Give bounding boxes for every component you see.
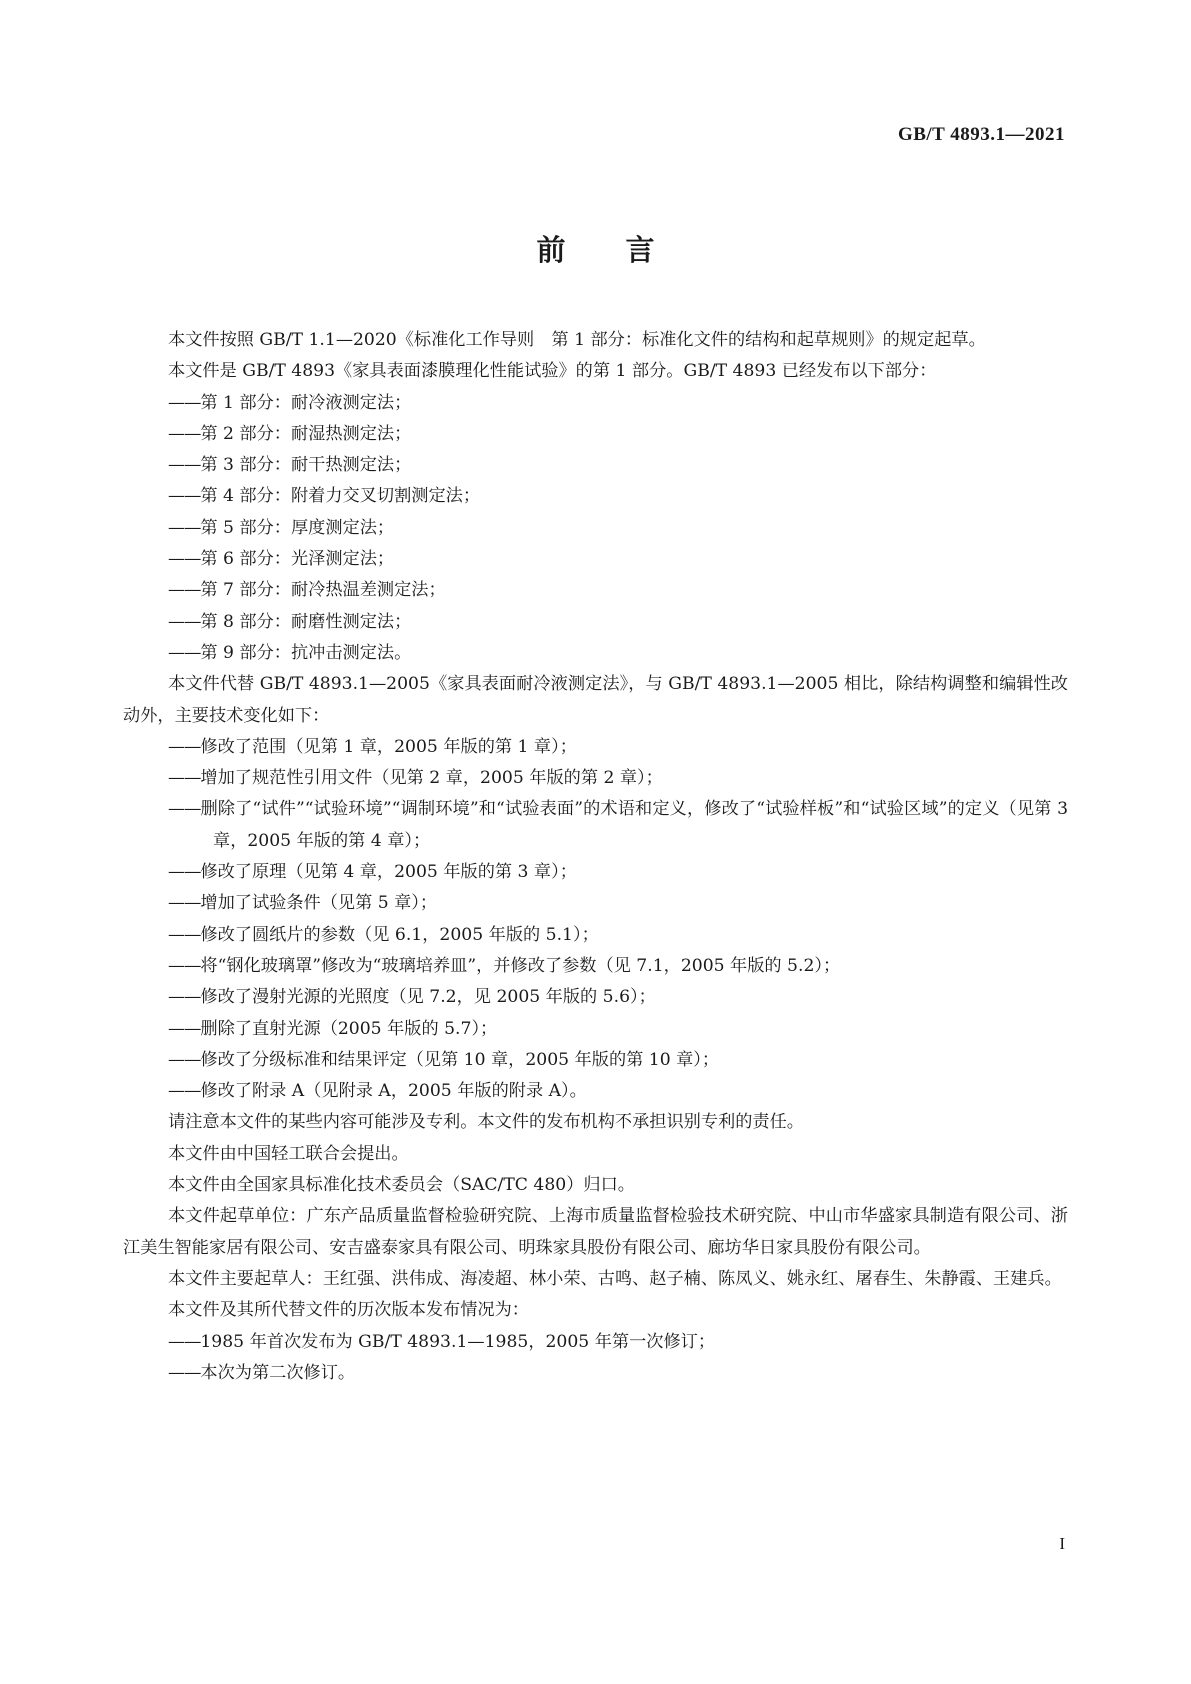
dash-marker: —— [168, 768, 201, 789]
dash-marker: —— [168, 611, 201, 632]
dash-marker: —— [168, 955, 201, 976]
dash-marker: —— [168, 893, 201, 914]
list-item-change: ——删除了直射光源（2005 年版的 5.7）； [168, 1018, 498, 1039]
list-item-part: ——第 1 部分：耐冷液测定法； [168, 392, 412, 413]
list-item-part: ——第 2 部分：耐湿热测定法； [168, 423, 412, 444]
list-item-part: ——第 5 部分：厚度测定法； [168, 517, 395, 538]
dash-marker: —— [168, 517, 201, 538]
paragraph-series-intro: 本文件是 GB/T 4893《家具表面漆膜理化性能试验》的第 1 部分。GB/T 4893 已经发布以下部分： [168, 361, 937, 382]
dash-marker: —— [168, 455, 201, 476]
dash-marker: —— [168, 987, 201, 1008]
dash-marker: —— [168, 1331, 201, 1352]
list-item-change: ——修改了圆纸片的参数（见 6.1，2005 年版的 5.1）； [168, 924, 599, 945]
page-title: 前言 [536, 233, 715, 267]
foreword-body [123, 325, 1068, 1389]
paragraph-history-intro: 本文件及其所代替文件的历次版本发布情况为： [168, 1300, 529, 1321]
list-item-history: ——本次为第二次修订。 [168, 1362, 356, 1383]
list-item-part: ——第 3 部分：耐干热测定法； [168, 455, 412, 476]
dash-marker: —— [168, 423, 201, 444]
list-item-change: ——修改了漫射光源的光照度（见 7.2，见 2005 年版的 5.6）； [168, 987, 656, 1008]
paragraph-proposed-by: 本文件由中国轻工联合会提出。 [168, 1143, 409, 1164]
paragraph-drafting-units: 本文件起草单位：广东产品质量监督检验研究院、上海市质量监督检验技术研究院、中山市华盛家具制造有限公司、浙江美生智能家居有限公司、安吉盛泰家具有限公司、明珠家具股份有限公司、廊坊华日家具股份有限公司。 [123, 1206, 1068, 1258]
dash-marker: —— [168, 1018, 201, 1039]
dash-marker: —— [168, 736, 201, 757]
list-item-change: ——修改了范围（见第 1 章，2005 年版的第 1 章）； [168, 736, 577, 757]
list-item-part: ——第 4 部分：附着力交叉切割测定法； [168, 486, 481, 507]
list-item-change: ——删除了“试件”“试验环境”“调制环境”和“试验表面”的术语和定义，修改了“试验样板”和“试验区域”的定义（见第 3 章，2005 年版的第 4 章）； [168, 799, 1068, 851]
list-item-history: ——1985 年首次发布为 GB/T 4893.1—1985，2005 年第一次修订； [168, 1331, 716, 1352]
paragraph-replaces: 本文件代替 GB/T 4893.1—2005《家具表面耐冷液测定法》，与 GB/T 4893.1—2005 相比，除结构调整和编辑性改动外，主要技术变化如下： [123, 674, 1068, 726]
list-item-change: ——将“钢化玻璃罩”修改为“玻璃培养皿”，并修改了参数（见 7.1，2005 年版的 5.2）； [168, 955, 841, 976]
list-item-change: ——修改了原理（见第 4 章，2005 年版的第 3 章）； [168, 862, 577, 883]
dash-marker: —— [168, 486, 201, 507]
dash-marker: —— [168, 924, 201, 945]
list-item-change: ——修改了分级标准和结果评定（见第 10 章，2005 年版的第 10 章）； [168, 1049, 720, 1070]
list-item-part: ——第 7 部分：耐冷热温差测定法； [168, 580, 446, 601]
dash-marker: —— [168, 799, 201, 820]
dash-marker: —— [168, 549, 201, 570]
dash-marker: —— [168, 1081, 201, 1102]
list-item-part: ——第 6 部分：光泽测定法； [168, 549, 395, 570]
list-item-change: ——增加了试验条件（见第 5 章）； [168, 893, 438, 914]
page-number: I [1059, 1534, 1065, 1553]
dash-marker: —— [168, 1049, 201, 1070]
paragraph-administered-by: 本文件由全国家具标准化技术委员会（SAC/TC 480）归口。 [168, 1175, 635, 1196]
list-item-part: ——第 8 部分：耐磨性测定法； [168, 611, 412, 632]
list-item-change: ——修改了附录 A（见附录 A，2005 年版的附录 A）。 [168, 1081, 587, 1102]
dash-marker: —— [168, 642, 201, 663]
dash-marker: —— [168, 580, 201, 601]
dash-marker: —— [168, 1362, 201, 1383]
dash-marker: —— [168, 862, 201, 883]
paragraph-patent-notice: 请注意本文件的某些内容可能涉及专利。本文件的发布机构不承担识别专利的责任。 [168, 1112, 804, 1133]
list-item-change: ——增加了规范性引用文件（见第 2 章，2005 年版的第 2 章）； [168, 768, 663, 789]
list-item-part: ——第 9 部分：抗冲击测定法。 [168, 642, 412, 663]
paragraph-drafting-rules: 本文件按照 GB/T 1.1—2020《标准化工作导则 第 1 部分：标准化文件的结构和起草规则》的规定起草。 [168, 330, 986, 350]
paragraph-drafters: 本文件主要起草人：王红强、洪伟成、海凌超、林小荣、古鸣、赵子楠、陈凤义、姚永红、屠春生、朱静霞、王建兵。 [168, 1268, 1062, 1289]
dash-marker: —— [168, 392, 201, 413]
standard-number: GB/T 4893.1—2021 [897, 124, 1065, 145]
